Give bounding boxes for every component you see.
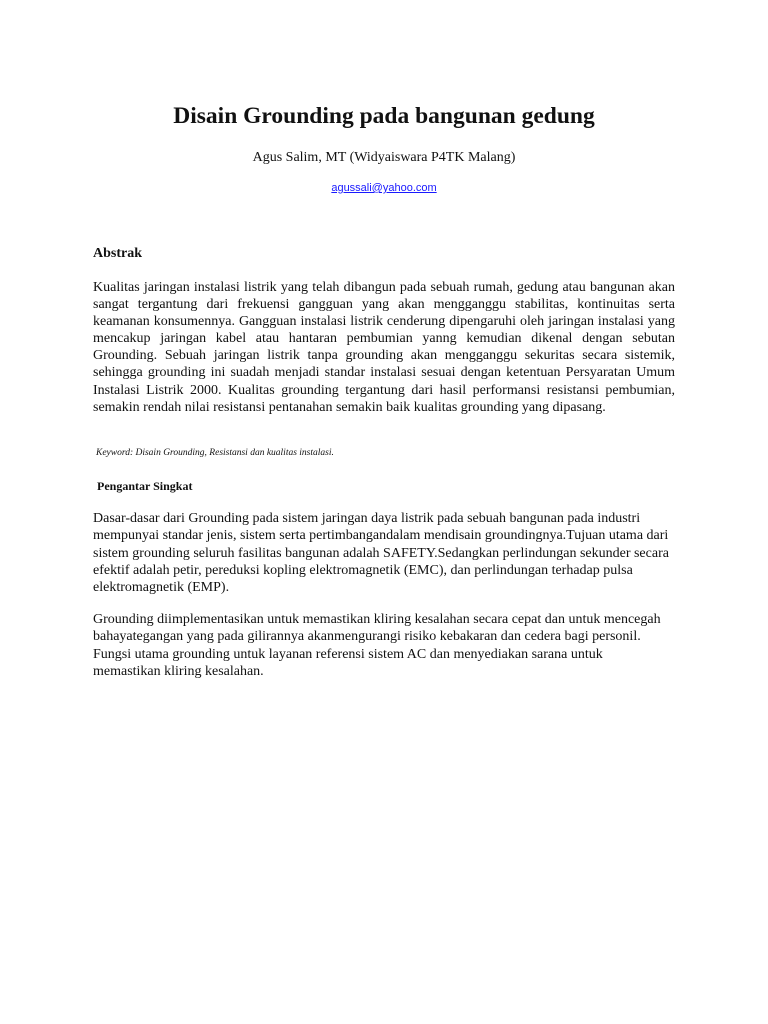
author-line: Agus Salim, MT (Widyaiswara P4TK Malang) — [252, 150, 516, 165]
section-paragraph-1: Dasar-dasar dari Grounding pada sistem jaringan daya listrik pada sebuah bangunan pada industri mempunyai standar jenis, sistem serta pertimbangandalam mendisain groundingnya.Tujuan utama dari sistem grounding seluruh fasilitas bangunan adalah SAFETY.Sedangkan perlindungan sekunder secara efektif adalah petir, pereduksi kopling elektromagnetik (EMC), dan perlindungan terhadap pulsa elektromagnetik (EMP). — [93, 511, 669, 596]
section-heading: Pengantar Singkat — [97, 479, 193, 493]
keywords-line: Keyword: Disain Grounding, Resistansi dan kualitas instalasi. — [96, 448, 334, 458]
section-paragraph-2: Grounding diimplementasikan untuk memastikan kliring kesalahan secara cepat dan untuk mencegah bahayategangan yang pada gilirannya akanmengurangi risiko kebakaran dan cedera bagi personil. Fungsi utama grounding untuk layanan referensi sistem AC dan menyediakan sarana untuk memastikan kliring kesalahan. — [93, 612, 661, 679]
abstract-heading: Abstrak — [93, 246, 143, 261]
document-title: Disain Grounding pada bangunan gedung — [173, 103, 595, 129]
author-email-link[interactable]: agussali@yahoo.com — [331, 182, 437, 194]
abstract-body: Kualitas jaringan instalasi listrik yang telah dibangun pada sebuah rumah, gedung atau bangunan akan sangat tergantung dari frekuensi gangguan yang akan mengganggu stabilitas, kontinuitas serta keamanan konsumennya. Gangguan instalasi listrik cenderung dipengaruhi oleh jaringan instalasi yang mencakup jaringan kabel atau hantaran pembumian yanng kemudian dikenal dengan sebutan Grounding. Sebuah jaringan listrik tanpa grounding akan mengganggu sekuritas secara sistemik, sehingga grounding ini suadah menjadi standar instalasi sesuai dengan ketentuan Persyaratan Umum Instalasi Listrik 2000. Kualitas grounding tergantung dari hasil performansi resistansi pembumian, semakin rendah nilai resistansi pentanahan semakin baik kualitas grounding yang dipasang. — [93, 280, 675, 415]
